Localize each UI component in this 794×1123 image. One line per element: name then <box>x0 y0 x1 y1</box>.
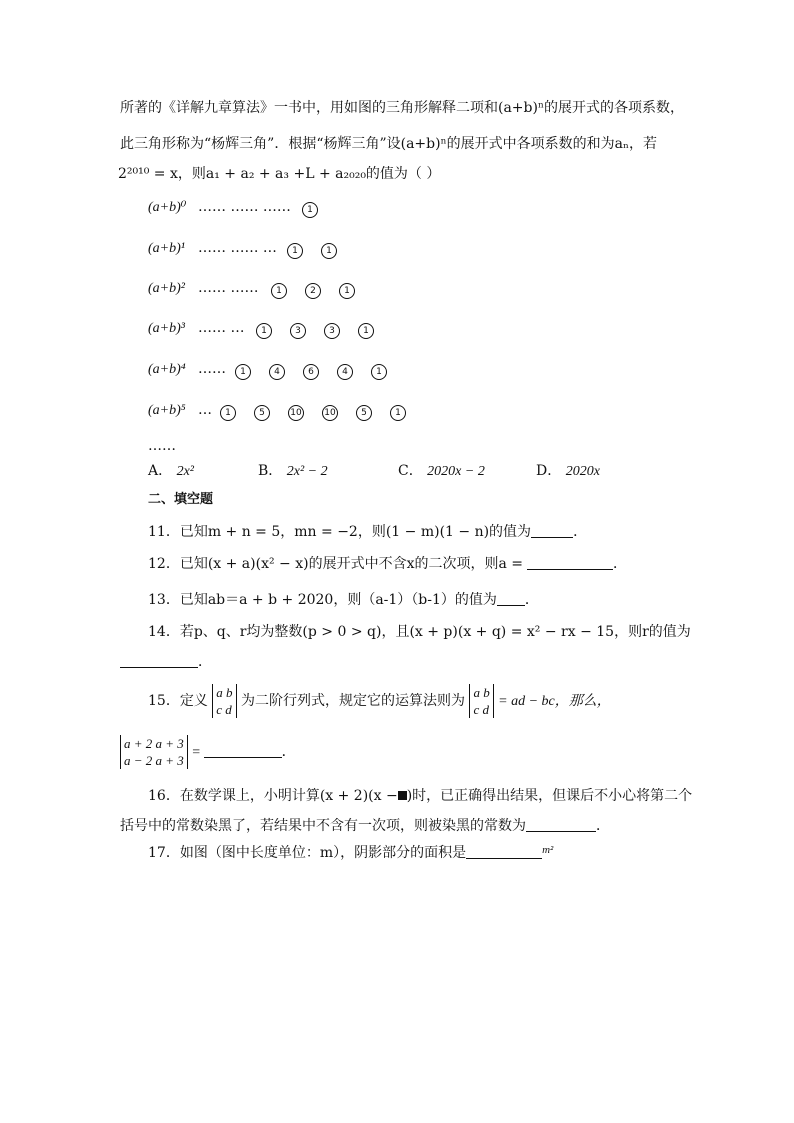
question-14 <box>148 622 691 642</box>
question-12 <box>148 554 627 574</box>
q11-period: ． <box>573 524 588 540</box>
triangle-coefficient: 1 <box>220 405 236 421</box>
option-c-text: 2020x − 2 <box>427 464 485 479</box>
q17-text: 17．如图（图中长度单位：m），阴影部分的面积是 <box>148 845 467 861</box>
triangle-coefficient: 4 <box>269 364 285 380</box>
det-rule-row-1: a b <box>473 685 490 700</box>
triangle-coefficient: 1 <box>371 364 387 380</box>
question-15 <box>148 681 611 722</box>
question-11 <box>148 522 587 542</box>
question-15-expression: a + 2 a + 3 a − 2 a + 3 = ． <box>120 732 296 773</box>
triangle-coefficient: 1 <box>287 243 303 259</box>
problem10-line3-text: 2²⁰¹⁰ = x，则a₁ + a₂ + a₃ +L + a₂₀₂₀的值为（ ） <box>118 166 441 182</box>
problem10-line2 <box>120 134 657 154</box>
det-row-2: c d <box>216 702 232 717</box>
q13-answer-blank[interactable] <box>497 591 525 606</box>
q12-text: 12．已知(x + a)(x² − x)的展开式中不含x的二次项，则a = <box>148 556 523 572</box>
det-row-1: a b <box>216 685 233 700</box>
question-14-answer <box>120 652 212 672</box>
q13-period: ． <box>524 592 539 608</box>
triangle-coefficient: 1 <box>235 364 251 380</box>
q16-text-c: 括号中的常数染黑了，若结果中不含有一次项，则被染黑的常数为 <box>120 818 526 834</box>
q15-mid: 为二阶行列式，规定它的运算法则为 <box>240 693 465 709</box>
option-c-label: C． <box>398 463 423 479</box>
triangle-coefficient: 1 <box>271 283 287 299</box>
option-d-label: D． <box>536 463 562 479</box>
question-13 <box>148 590 539 610</box>
problem10-line1-text: 所著的《详解九章算法》一书中，用如图的三角形解释二项和(a+b)ⁿ的展开式的各项系数， <box>120 100 685 116</box>
triangle-coefficient: 10 <box>288 405 304 421</box>
triangle-row-2 <box>148 280 258 297</box>
q14-period: ． <box>198 654 212 670</box>
q11-answer-blank[interactable] <box>531 523 573 538</box>
option-b[interactable] <box>258 461 328 482</box>
option-b-label: B． <box>258 463 283 479</box>
question-16 <box>148 786 692 806</box>
q15-answer-blank[interactable] <box>204 743 282 758</box>
blacked-out-square-icon <box>398 791 407 800</box>
triangle-expression: (a+b)⁰ <box>148 200 187 215</box>
question-17 <box>148 840 553 863</box>
q16-text-b: )时，已正确得出结果，但课后不小心将第二个 <box>406 788 693 804</box>
section-title <box>148 490 213 510</box>
q11-text: 11．已知m + n = 5，mn = −2，则(1 − m)(1 − n)的值为 <box>148 524 532 540</box>
triangle-coefficient: 1 <box>390 405 406 421</box>
triangle-coefficient: 6 <box>303 364 319 380</box>
q15-prefix: 15．定义 <box>148 693 208 709</box>
triangle-coefficient: 1 <box>339 283 355 299</box>
triangle-coefficient: 5 <box>356 405 372 421</box>
problem10-line2-text: 此三角形称为“杨辉三角”．根据“杨辉三角”设(a+b)ⁿ的展开式中各项系数的和为aₙ，若 <box>120 136 658 152</box>
triangle-coefficient: 1 <box>302 202 318 218</box>
triangle-coefficient: 4 <box>337 364 353 380</box>
triangle-row-5 <box>148 402 212 419</box>
determinant-abcd <box>212 684 236 718</box>
triangle-expression: (a+b)⁵ <box>148 403 186 418</box>
option-a[interactable] <box>148 461 194 482</box>
triangle-coefficient: 1 <box>321 243 337 259</box>
triangle-dots: …… …… … <box>198 240 277 256</box>
triangle-ellipsis <box>148 436 176 456</box>
triangle-row-1 <box>148 240 277 257</box>
triangle-dots: …… …… <box>198 280 259 296</box>
triangle-expression: (a+b)¹ <box>148 241 185 256</box>
option-d-text: 2020x <box>565 464 600 479</box>
q12-period: ． <box>613 556 627 572</box>
triangle-dots: …… …… …… <box>198 199 291 215</box>
option-d[interactable] <box>536 461 600 482</box>
det-expr-row-2: a − 2 a + 3 <box>124 753 184 768</box>
triangle-coefficient: 1 <box>256 323 272 339</box>
triangle-row-0 <box>148 199 291 216</box>
triangle-coefficient: 3 <box>290 323 306 339</box>
determinant-expression <box>120 735 188 769</box>
triangle-expression: (a+b)³ <box>148 321 185 336</box>
triangle-expression: (a+b)⁴ <box>148 362 186 377</box>
option-b-text: 2x² − 2 <box>286 464 328 479</box>
triangle-coefficient: 2 <box>305 283 321 299</box>
triangle-row-3 <box>148 320 244 337</box>
option-a-text: 2x² <box>176 464 194 479</box>
triangle-coefficient: 10 <box>322 405 338 421</box>
triangle-expression: (a+b)² <box>148 281 185 296</box>
q14-text: 14．若p、q、r均为整数(p > 0 > q)，且(x + p)(x + q) = x² − rx − 15，则r的值为 <box>148 624 691 640</box>
triangle-dots: …… <box>198 361 226 377</box>
q13-text: 13．已知ab＝a + b + 2020，则（a-1）（b-1）的值为 <box>148 592 497 608</box>
determinant-abcd-rule <box>469 684 493 718</box>
q17-unit: m² <box>542 844 554 856</box>
q12-answer-blank[interactable] <box>527 555 613 570</box>
question-16-line2 <box>120 816 610 836</box>
option-c[interactable] <box>398 461 485 482</box>
det-expr-row-1: a + 2 a + 3 <box>124 736 184 751</box>
problem10-line1 <box>120 98 684 118</box>
q16-answer-blank[interactable] <box>526 817 596 832</box>
det-rule-row-2: c d <box>473 702 489 717</box>
triangle-coefficient: 1 <box>358 323 374 339</box>
q14-answer-blank[interactable] <box>120 653 198 668</box>
q15-period: ． <box>281 744 296 760</box>
triangle-dots: … <box>198 402 212 418</box>
q15-rule: = ad − bc，那么， <box>498 694 611 709</box>
problem10-line3 <box>118 164 440 184</box>
triangle-coefficient: 5 <box>254 405 270 421</box>
option-a-label: A． <box>148 463 173 479</box>
q16-period: ． <box>596 818 610 834</box>
triangle-coefficient: 3 <box>324 323 340 339</box>
q17-answer-blank[interactable] <box>466 844 542 859</box>
section-title-text: 二、填空题 <box>148 492 214 507</box>
triangle-row-4 <box>148 361 226 378</box>
triangle-dots: …… … <box>198 320 245 336</box>
ellipsis-text: …… <box>148 438 176 454</box>
q16-text-a: 16．在数学课上，小明计算(x + 2)(x − <box>148 788 398 804</box>
